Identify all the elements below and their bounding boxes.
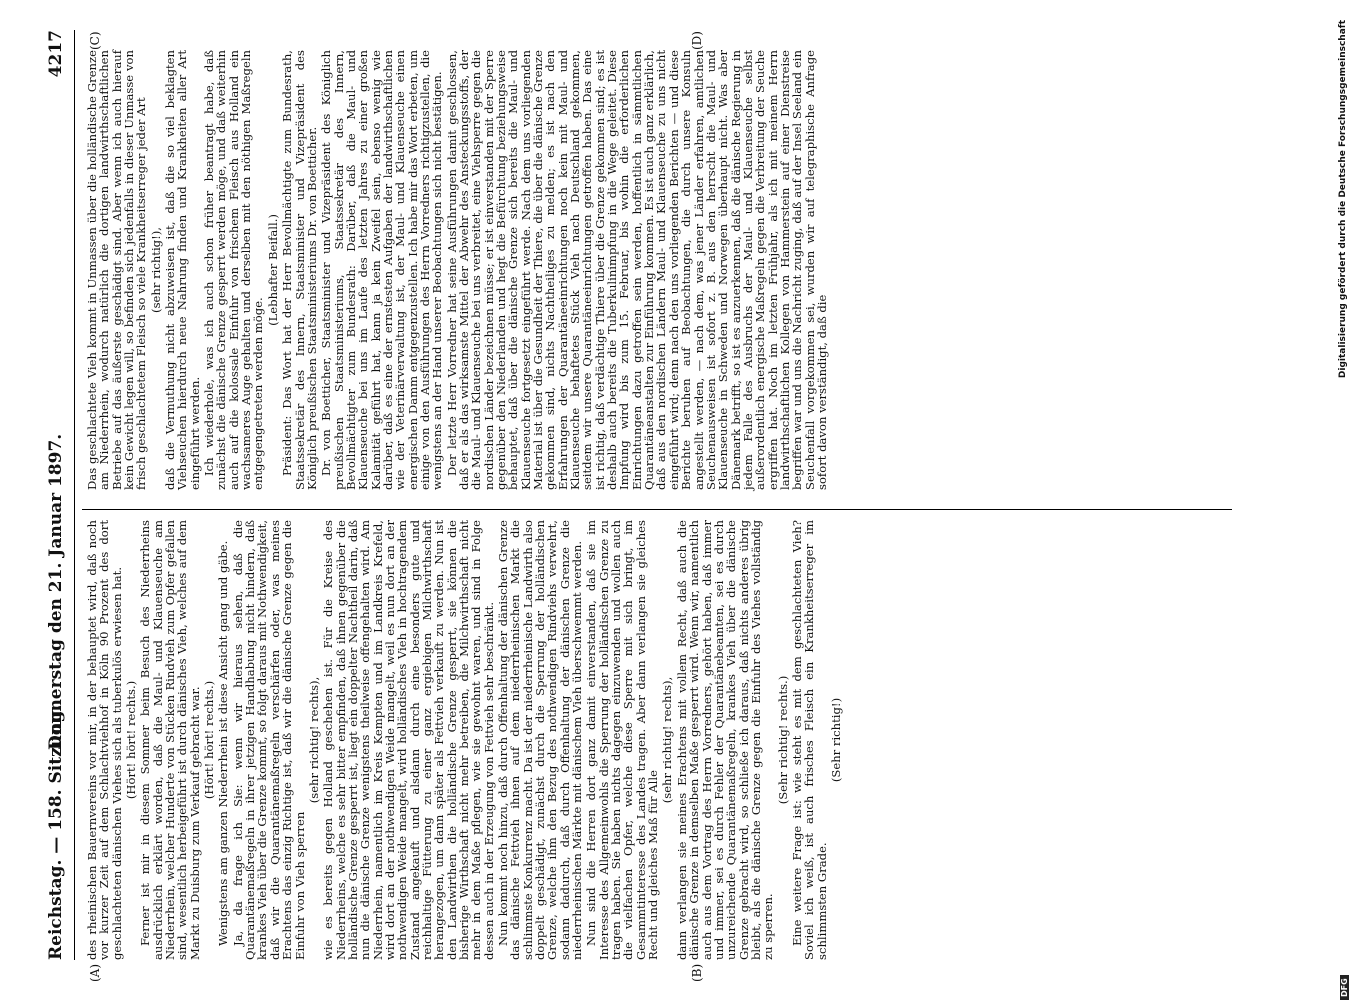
column-divider [82, 509, 1232, 510]
paragraph: Nun sind die Herren dort ganz damit einverstanden, daß sie im Interesse des Allgemeinwohls die Sperrung der holländischen Grenze zu tragen haben. Sie haben nichts dagegen einzuwenden und wollen auch die vielfachen Opfer, welche diese Sperre mit sich bringt, im Gesammtinteresse des Landes tragen. Aber dann verlangen sie gleiches Recht und gleiches Maß für Alle [584, 520, 661, 960]
paragraph: Ich wiederhole, was ich auch schon früher beantragt habe, daß zunächst die dänische Grenze gesperrt werden möge, und daß weiterhin auch auf die kolossale Einfuhr von frischem Fleisch aus Holland ein wachsameres Auge gehalten und derselben mit den nöthigen Maßregeln entgegengetreten werden möge. [202, 50, 266, 490]
left-column [86, 520, 844, 960]
digitization-credit: Digitalisierung gefördert durch die Deutsche Forschungsgemeinschaft [1338, 20, 1348, 379]
paragraph: Wenigstens am ganzen Niederrhein ist diese Ansicht gang und gäbe. [216, 540, 231, 946]
margin-marker-d: (D) [690, 31, 704, 50]
interjection: (Hört! hört! rechts.) [124, 680, 139, 800]
interjection: (sehr richtig!), [148, 227, 163, 313]
header-date: Donnerstag den 21. Januar 1897. [46, 433, 66, 750]
paragraph: Ja, da frage ich Sie: wenn wir hieraus sehen, daß die Quarantänemaßregeln in ihrer jetzigen Handhabung nicht hindern, daß krankes Vieh über die Grenze kommt, so folgt daraus mit Nothwendigkeit, daß wir die Quarantänemaßregeln verschärfen oder, was meines Erachtens das einzig Richtige ist, daß wir die dänische Grenze gegen die Einfuhr von Vieh sperren [230, 520, 307, 960]
margin-marker-c: (C) [88, 31, 102, 50]
running-header [46, 30, 72, 960]
paragraph: daß die Vermuthung nicht abzuweisen ist, daß die so viel beklagten Viehseuchen hierdurch neue Nahrung finden und Krankheiten aller Art eingeführt werden. [163, 50, 202, 490]
margin-marker-b: (B) [690, 963, 704, 982]
paragraph: Eine weitere Frage ist: wie steht es mit dem geschlachteten Vieh? Soviel ich weiß, ist auch frisches Fleisch ein Krankheitserreger im schlimmsten Grade. [789, 520, 829, 960]
paragraph: Der letzte Herr Vorredner hat seine Ausführungen damit geschlossen, daß er als das wirksamste Mittel der Abwehr des Ansteckungsstoffs, der die Maul- und Klauenseuche bei uns verbreitet, eine Viehsperre gegen die nordischen Länder bezeichnen müsse; er ist einverstanden mit der Sperre gegenüber den Niederlanden und hegt die Befürchtung beziehungsweise behauptet, daß über die dänische Grenze sich bereits die Maul- und Klauenseuche fortgesetzt eingeführt werde. Nach dem uns vorliegenden Material ist über die Gesundheit der Thiere, die über die dänische Grenze gekommen sind, nichts Nachtheiliges zu melden; es ist nach den Erfahrungen der Quarantäneeinrichtungen noch kein mit Maul- und Klauenseuche behaftetes Stück Vieh nach Deutschland gekommen, seitdem wir unsere Quarantäneeinrichtungen getroffen haben. Das eine ist richtig, daß verdächtige Thiere über die Grenze gekommen sind; es ist deshalb auch bereits die Tuberkulinimpfung in die Wege geleitet. Diese Impfung wird bis zum 15. Februar, bis wohin die erforderlichen Einrichtungen dazu getroffen sein werden, hoffentlich in sämmtlichen Quarantäneanstalten zur Einführung kommen. Es ist auch ganz erklärlich, daß aus den nordischen Ländern Maul- und Klauenseuche zu uns nicht eingeführt wird; denn nach den uns vorliegenden Berichten — und diese Berichte beruhen auf Beobachtungen, die durch unsere Konsuln angestellt werden, — nach dem, was jener Länder erfahren, amtlichen Seuchenausweisen ist sofort z. B. aus den herrscht die Maul- und Klauenseuche in Schweden und Norwegen überhaupt nicht. Was aber Dänemark betrifft, so ist es anzuerkennen, daß die dänische Regierung in jedem Falle des Ausbruchs der Maul- und Klauenseuche selbst außerordentlich energische Maßregeln gegen die Verbreitung der Seuche ergriffen hat. Noch im letzten Frühjahr, als ich mit meinem Herrn landwirthschaftlichen Kollegen von Hammerstein auf einer Dienstreise begriffen war und uns die Nachricht zuging, daß auf der Insel Seeland ein Seuchenfall vorgekommen sei, wurden wir auf telegraphische Anfrage sofort davon verständigt, daß die [444, 50, 829, 490]
interjection: (Lebhafter Beifall.) [265, 214, 280, 326]
paragraph: Das geschlachtete Vieh kommt in Unmassen über die holländische Grenze am Niederrhein, wodurch natürlich die dortigen landwirthschaftlichen Betriebe auf das äußerste geschädigt sind. Aber wenn ich auch hierauf kein Gewicht legen will, so befinden sich jedenfalls in dieser Unmasse von frisch geschlachtetem Fleisch so viele Krankheitserreger jeder Art [85, 50, 149, 490]
margin-marker-a: (A) [88, 963, 102, 982]
header-rule [74, 30, 75, 960]
dfg-logo: DFG [1340, 975, 1349, 1000]
interjection: (Hört! hört! rechts.) [202, 680, 217, 800]
right-column [86, 50, 830, 490]
interjection: (Sehr richtig!) [828, 697, 843, 783]
interjection: (Sehr richtig! rechts.) [775, 675, 790, 805]
paragraph: dann verlangen sie meines Erachtens mit vollem Recht, daß auch die dänische Grenze in demselben Maße gesperrt wird. Wenn wir, namentlich auch aus dem Vortrag des Herrn Vorredners, gehört haben, daß immer und immer, sei es durch Fehler der Quarantänebeamten, sei es durch unzureichende Quarantänemaßregeln, krankes Vieh über die dänische Grenze gebracht wird, so schließe ich daraus, daß nichts anderes übrig bleibt, als die dänische Grenze gegen die Einfuhr des Viehes vollständig zu sperren. [674, 520, 776, 960]
paragraph: Nun kommt noch hinzu, daß durch Offenhaltung der dänischen Grenze das dänische Fettvieh ihnen auf dem niederrheinischen Markt die schlimmste Konkurrenz macht. Da ist der niederrheinische Landwirth also doppelt geschädigt, zunächst durch die Sperrung der holländischen Grenze, welche ihm den Bezug des nothwendigen Rindviehs verwehrt, sodann dadurch, daß durch Offenhaltung der dänischen Grenze die niederrheinischen Märkte mit dänischem Vieh überschwemmt werden. [496, 520, 585, 960]
paragraph: wie es bereits gegen Holland geschehen ist. Für die Kreise des Niederrheins, welche es sehr bitter empfinden, daß ihnen gegenüber die holländische Grenze gesperrt ist, liegt ein doppelter Nachtheil darin, daß nun die dänische Grenze wenigstens theilweise offengehalten wird. Am Niederrhein, namentlich im Kreis Kempten und im Landkreis Krefeld, wird dort an der nothwendigen Weide mangelt, weil es nun dort an der nothwendigen Weide mangelt, wird holländisches Vieh in hochtragendem Zustand angekauft und alsdann durch eine besonders gute und reichhaltige Fütterung zu einer ganz ergiebigen Milchwirthschaft herangezogen, um dann später als Fettvieh verkauft zu werden. Nun ist den Landwirthen die holländische Grenze gesperrt, sie können die bisherige Wirthschaft nicht mehr betreiben, die Milchwirthschaft nicht mehr in dem Maße pflegen, wie sie gewohnt waren, und sind in Folge dessen auch in der Erzeugung von Fettvieh sehr beschränkt. [321, 520, 496, 960]
paragraph: des rheinischen Bauernvereins vor mir, in der behauptet wird, daß noch vor kurzer Zeit auf dem Schlachtviehhof in Köln 90 Prozent des dort geschlachteten dänischen Viehes sich als tuberkulös erwiesen hat. [85, 520, 124, 960]
interjection: (sehr richtig! rechts), [306, 676, 321, 804]
paragraph: Dr. von Boetticher, Staatsminister und Vizepräsident des Königlich preußischen Staatsministeriums, Staatssekretär des Innern, Bevollmächtigter zum Bundesrath: Darüber, daß die Maul- und Klauenseuche bei uns im Laufe des letzten Jahres zu einer großen Kalamität geführt hat, kann ja kein Zweifel sein, ebenso wenig wie darüber, daß es eine der ernstesten Aufgaben der landwirthschaftlichen wie der Veterinärverwaltung ist, der Maul- und Klauenseuche einen energischen Damm entgegenzustellen. Ich habe mir das Wort erbeten, um einige von den Ausführungen des Herrn Vorredners richtigzustellen, die wenigstens an der Hand unserer Beobachtungen sich nicht bestätigen. [319, 50, 445, 490]
interjection: (sehr richtig! rechts), [660, 676, 675, 804]
header-session: Reichstag. — 158. Sitzung. [46, 704, 66, 960]
paragraph: Ferner ist mir in diesem Sommer beim Besuch des Niederrheins ausdrücklich erklärt worden, daß die Maul- und Klauenseuche am Niederrhein, welcher Hunderte von Stücken Rindvieh zum Opfer gefallen sind, wesentlich herbeigeführt ist durch dänisches Vieh, welches auf dem Markt zu Duisburg zum Verkauf gebracht war. [138, 520, 202, 960]
page-number: 4217 [46, 30, 66, 78]
paragraph: Präsident: Das Wort hat der Herr Bevollmächtigte zum Bundesrath, Staatssekretär des Innern, Staatsminister und Vizepräsident des Königlich preußischen Staatsministeriums Dr. von Boetticher. [280, 50, 319, 490]
